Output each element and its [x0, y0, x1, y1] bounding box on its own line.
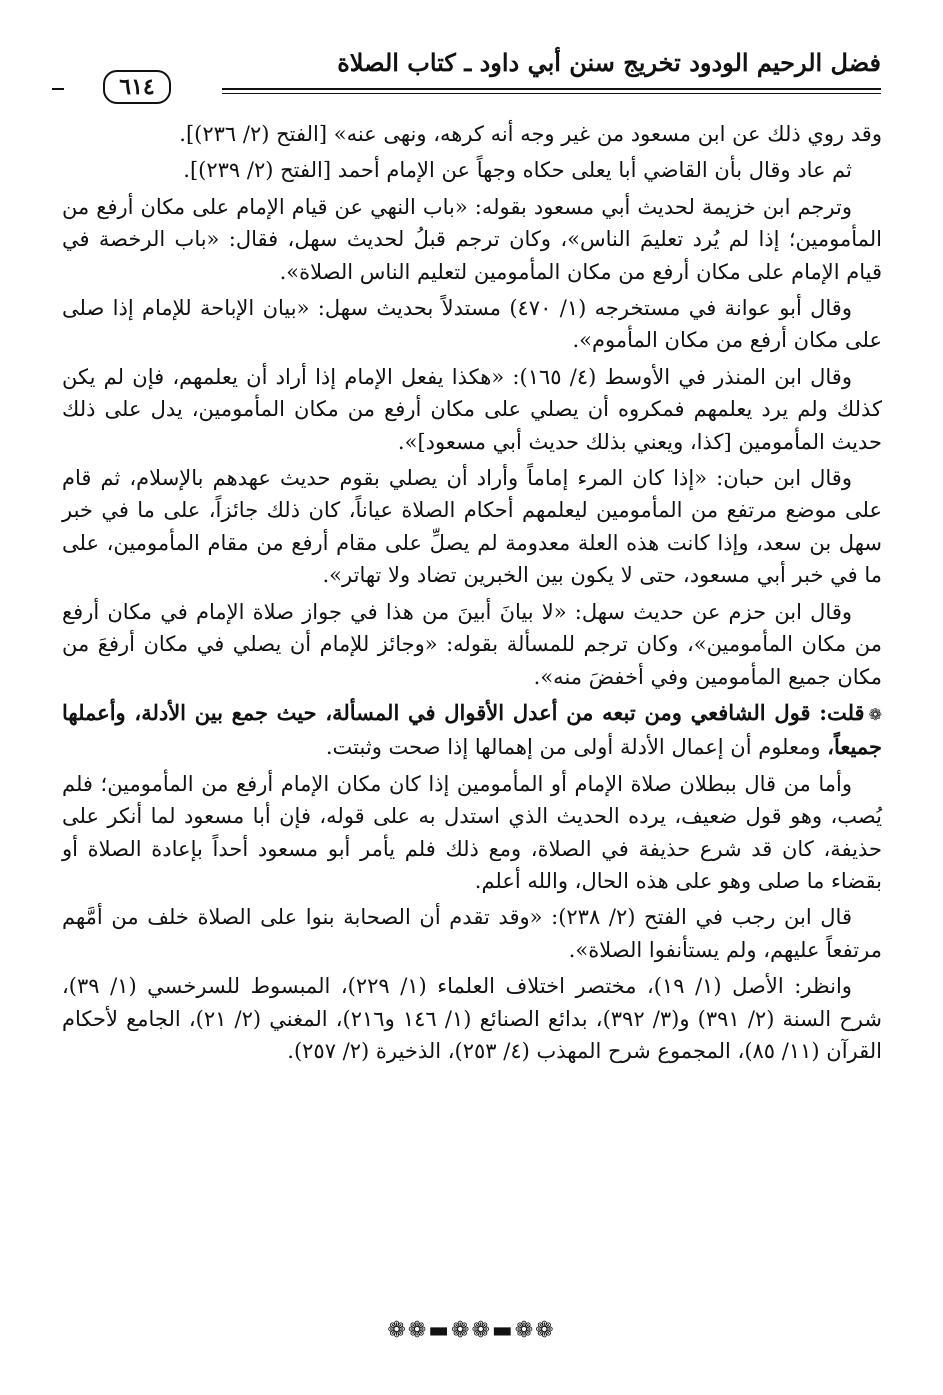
paragraph: وقال ابن المنذر في الأوسط (٤/ ١٦٥): «هكذا يفعل الإمام إذا أراد أن يعلمهم، فإن لم يكن كذلك ولم يرد يعلمهم فمكروه أن يصلي على مكان أرفع من مكان المأمومين، يدل على ذلك حديث المأمومين [كذا، ويعني بذلك حديث أبي مسعود]».	[62, 364, 882, 454]
flower-icon: ❁	[868, 704, 882, 724]
paragraph: قال ابن رجب في الفتح (٢/ ٢٣٨): «وقد تقدم أن الصحابة بنوا على الصلاة خلف من أمَّهم مرتفعاً عليهم، ولم يستأنفوا الصلاة».	[62, 905, 882, 962]
header-rule-right	[222, 88, 881, 90]
author-comment	[62, 697, 882, 764]
header-rule-left	[52, 88, 64, 90]
paragraph: وأما من قال ببطلان صلاة الإمام أو المأمومين إذا كان مكان الإمام أرفع من المأمومين؛ فلم يُصب، وهو قول ضعيف، يرده الحديث الذي استدل به على قوله، فإن أبا مسعود لما أنكر على حذيفة، كان قد شرع حذيفة في الصلاة، ومع ذلك فلم يأمر أبو مسعود أحداً بإعادة الصلاة أو بقضاء ما صلى وهو على هذه الحال، والله أعلم.	[62, 771, 882, 893]
paragraph: وترجم ابن خزيمة لحديث أبي مسعود بقوله: «باب النهي عن قيام الإمام على مكان أرفع من المأمومين؛ إذا لم يُرد تعليمَ الناس»، وكان ترجم قبلُ لحديث سهل، فقال: «باب الرخصة في قيام الإمام على مكان أرفع من مكان المأمومين لتعليم الناس الصلاة».	[62, 194, 882, 284]
page-header	[62, 48, 881, 100]
footer-ornament: ❁❁▬❁❁▬❁❁	[387, 1318, 556, 1343]
page-number: ٦١٤	[103, 70, 170, 104]
comment-text: ومعلوم أن إعمال الأدلة أولى من إهمالها إذا صحت وثبتت.	[325, 735, 828, 760]
paragraph: ثم عاد وقال بأن القاضي أبا يعلى حكاه وجهاً عن الإمام أحمد [الفتح (٢/ ٢٣٩)].	[183, 158, 852, 183]
paragraph: وقال أبو عوانة في مستخرجه (١/ ٤٧٠) مستدلاً بحديث سهل: «بيان الإباحة للإمام إذا صلى على مكان أرفع من مكان المأموم».	[62, 296, 882, 353]
paragraph: وقال ابن حزم عن حديث سهل: «لا بيانَ أبينَ من هذا في جواز صلاة الإمام في مكان أرفع من مكان المأمومين»، وكان ترجم للمسألة بقوله: «وجائز للإمام أن يصلي في مكان أرفعَ من مكان جميع المأمومين وفي أخفضَ منه».	[62, 599, 882, 689]
comment-bold-text: قلت: قول الشافعي ومن تبعه من أعدل الأقوال في المسألة، حيث جمع بين الأدلة، وأعملها جميعاً،	[62, 699, 882, 760]
paragraph: وقال ابن حبان: «إذا كان المرء إماماً وأراد أن يصلي بقوم حديث عهدهم بالإسلام، ثم قام على موضع مرتفع من المأمومين ليعلمهم أحكام الصلاة عياناً، كان ذلك جائزاً، على ما في خبر سهل بن سعد، وإذا كانت هذه العلة معدومة لم يصلِّ على مقام أرفع من مقام المأمومين، على ما في خبر أبي مسعود، حتى لا يكون بين الخبرين تضاد ولا تهاتر».	[62, 466, 882, 588]
header-rule-right-thin	[222, 93, 881, 94]
running-title: فضل الرحيم الودود تخريج سنن أبي داود ـ كتاب الصلاة	[337, 48, 881, 77]
page-body	[62, 118, 882, 1071]
page-number-badge	[62, 70, 212, 106]
paragraph: وقد روي ذلك عن ابن مسعود من غير وجه أنه كرهه، ونهى عنه» [الفتح (٢/ ٢٣٦)].	[179, 122, 882, 146]
paragraph: وانظر: الأصل (١/ ١٩)، مختصر اختلاف العلماء (١/ ٢٢٩)، المبسوط للسرخسي (١/ ٣٩)، شرح السنة (٢/ ٣٩١) و(٣/ ٣٩٢)، بدائع الصنائع (١/ ١٤٦ و٢١٦)، المغني (٢/ ٢١)، الجامع لأحكام القرآن (١١/ ٨٥)، المجموع شرح المهذب (٤/ ٢٥٣)، الذخيرة (٢/ ٢٥٧).	[62, 974, 882, 1063]
